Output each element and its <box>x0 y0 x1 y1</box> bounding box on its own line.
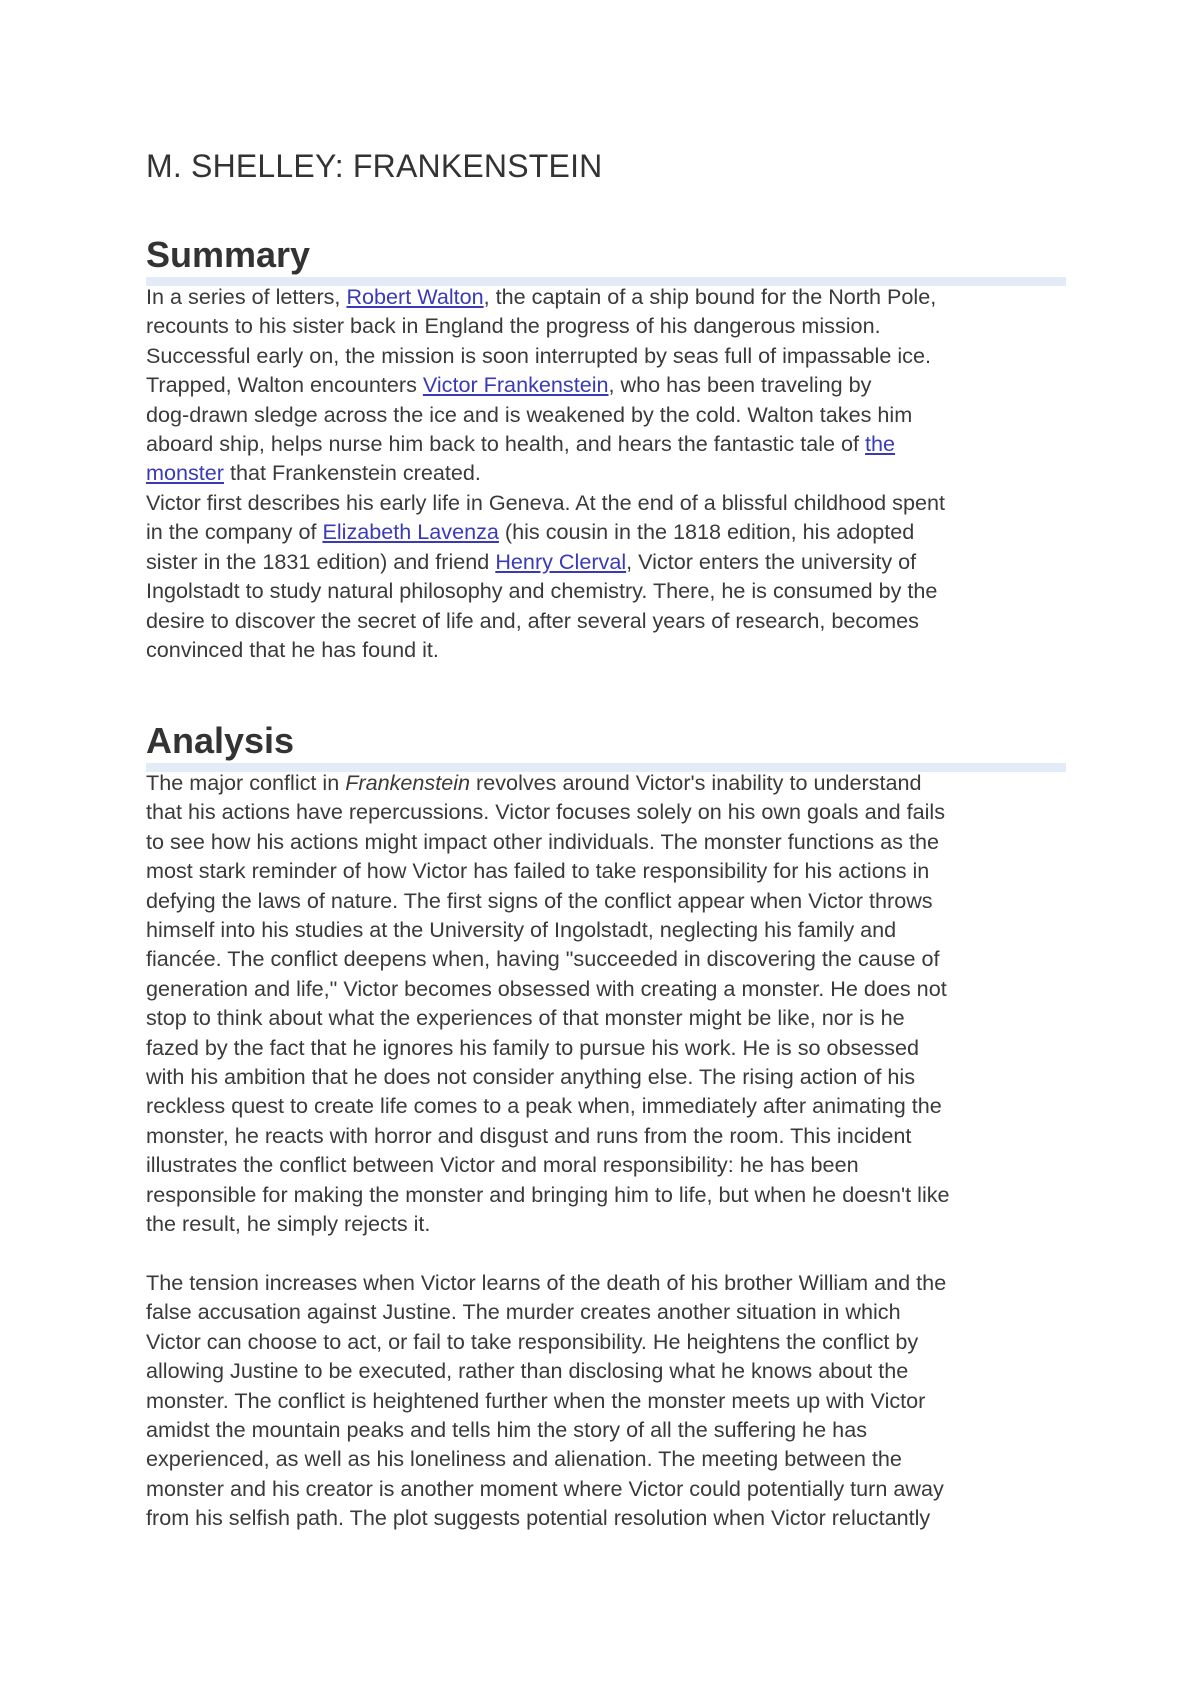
text-run: Trapped, Walton encounters <box>146 372 423 398</box>
text-line: false accusation against Justine. The murder creates another situation in which <box>146 1299 901 1325</box>
text-line: Victor first describes his early life in Geneva. At the end of a blissful childhood spent <box>146 490 945 515</box>
text-line: generation and life," Victor becomes obsessed with creating a monster. He does not <box>146 975 947 1001</box>
text-line: that his actions have repercussions. Victor focuses solely on his own goals and fails <box>146 799 946 825</box>
analysis-heading: Analysis <box>146 720 295 761</box>
text-run: In a series of letters, <box>146 284 347 309</box>
text-line: from his selfish path. The plot suggests potential resolution when Victor reluctantly <box>146 1505 931 1531</box>
text-line <box>146 429 1066 458</box>
text-line: himself into his studies at the University of Ingolstadt, neglecting his family and <box>146 917 897 943</box>
text-run: (his cousin in the 1818 edition, his adopted <box>498 519 915 545</box>
text-line: responsible for making the monster and bringing him to life, but when he doesn't like <box>146 1181 950 1207</box>
text-line: experienced, as well as his loneliness and alienation. The meeting between the <box>146 1446 902 1472</box>
link-robert-walton[interactable]: Robert Walton <box>346 284 484 309</box>
text-line <box>146 547 1066 576</box>
text-line: monster and his creator is another moment where Victor could potentially turn away <box>146 1475 944 1501</box>
text-run: , the captain of a ship bound for the North Pole, <box>483 284 937 309</box>
text-line: Victor can choose to act, or fail to take responsibility. He heightens the conflict by <box>146 1328 919 1354</box>
text-run: aboard ship, helps nurse him back to health, and hears the fantastic tale of <box>146 431 866 457</box>
italic-title-frankenstein: Frankenstein <box>345 770 471 795</box>
text-line: recounts to his sister back in England the progress of his dangerous mission. <box>146 313 881 339</box>
text-line: dog-drawn sledge across the ice and is weakened by the cold. Walton takes him <box>146 401 913 427</box>
summary-paragraph-1 <box>146 282 1066 488</box>
text-line: with his ambition that he does not consider anything else. The rising action of his <box>146 1064 916 1090</box>
text-run: The major conflict in <box>146 770 346 795</box>
link-the-monster-part-1[interactable]: the <box>865 431 896 457</box>
summary-paragraph-2 <box>146 488 1066 664</box>
text-run: revolves around Victor's inability to understand <box>470 770 922 795</box>
text-line: allowing Justine to be executed, rather than disclosing what he knows about the <box>146 1358 909 1384</box>
text-line: convinced that he has found it. <box>146 637 439 663</box>
text-line: Successful early on, the mission is soon interrupted by seas full of impassable ice. <box>146 342 931 368</box>
text-line: defying the laws of nature. The first signs of the conflict appear when Victor throws <box>146 887 933 913</box>
text-run: , who has been traveling by <box>608 372 872 398</box>
text-line <box>146 768 1066 797</box>
text-run: that Frankenstein created. <box>224 460 481 486</box>
text-line: fazed by the fact that he ignores his family to pursue his work. He is so obsessed <box>146 1034 919 1060</box>
text-line: desire to discover the secret of life and, after several years of research, becomes <box>146 607 919 633</box>
text-line <box>146 517 1066 546</box>
text-line: reckless quest to create life comes to a peak when, immediately after animating the <box>146 1093 942 1119</box>
text-line: stop to think about what the experiences of that monster might be like, nor is he <box>146 1005 905 1031</box>
link-the-monster-part-2[interactable]: monster <box>146 460 225 486</box>
text-line: the result, he simply rejects it. <box>146 1211 431 1237</box>
text-line <box>146 370 1066 399</box>
analysis-paragraph-2 <box>146 1268 1066 1533</box>
document-title: M. SHELLEY: FRANKENSTEIN <box>146 148 603 184</box>
text-line: amidst the mountain peaks and tells him the story of all the suffering he has <box>146 1417 867 1443</box>
link-henry-clerval[interactable]: Henry Clerval <box>495 548 627 574</box>
link-elizabeth-lavenza[interactable]: Elizabeth Lavenza <box>322 519 499 545</box>
link-victor-frankenstein[interactable]: Victor Frankenstein <box>422 372 609 398</box>
text-line <box>146 282 1066 311</box>
text-line: The tension increases when Victor learns of the death of his brother William and the <box>146 1270 947 1295</box>
summary-heading: Summary <box>146 234 311 275</box>
analysis-paragraph-1 <box>146 768 1066 1239</box>
text-run: in the company of <box>146 519 323 545</box>
text-line: most stark reminder of how Victor has failed to take responsibility for his actions in <box>146 858 930 884</box>
text-line <box>146 458 1066 487</box>
text-line: to see how his actions might impact other individuals. The monster functions as the <box>146 828 939 854</box>
text-run: sister in the 1831 edition) and friend <box>146 548 496 574</box>
text-line: monster. The conflict is heightened further when the monster meets up with Victor <box>146 1387 926 1413</box>
text-run: , Victor enters the university of <box>626 548 917 574</box>
text-line: fiancée. The conflict deepens when, having "succeeded in discovering the cause of <box>146 946 940 972</box>
text-line: monster, he reacts with horror and disgust and runs from the room. This incident <box>146 1122 912 1148</box>
text-line: illustrates the conflict between Victor and moral responsibility: he has been <box>146 1152 859 1178</box>
text-line: Ingolstadt to study natural philosophy and chemistry. There, he is consumed by the <box>146 578 938 604</box>
